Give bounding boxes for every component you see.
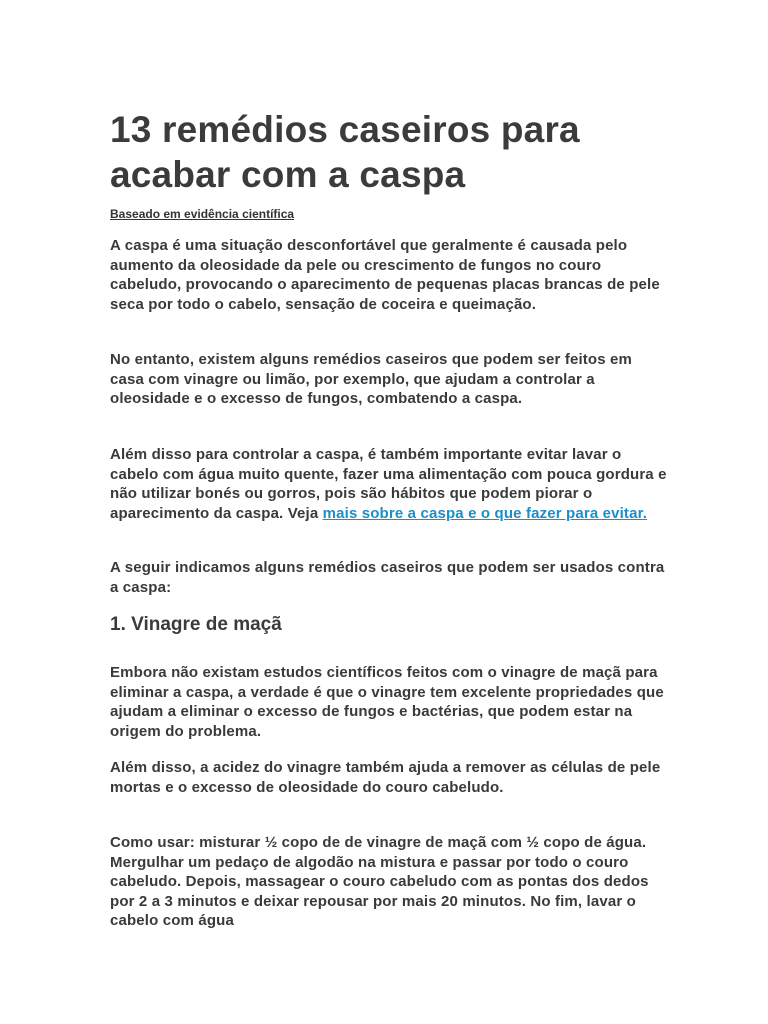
section1-how-to-use: Como usar: misturar ½ copo de de vinagre de maçã com ½ copo de água. Mergulhar um pedaço de algodão na mistura e passar por todo o couro cabeludo. Depois, massagear o couro cabeludo com as pontas dos dedos por 2 a 3 minutos e deixar repousar por mais 20 minutos. No fim, lavar o cabelo com água <box>110 834 649 929</box>
intro-paragraph-4: A seguir indicamos alguns remédios caseiros que podem ser usados contra a caspa: <box>110 559 665 596</box>
evidence-label: Baseado em evidência científica <box>110 207 295 221</box>
intro-paragraph-3-text: Além disso para controlar a caspa, é também importante evitar lavar o cabelo com água muito quente, fazer uma alimentação com pouca gordura e não utilizar bonés ou gorros, pois são hábitos que podem piorar o aparecimento da caspa. Veja <box>110 446 667 522</box>
section1-paragraph-2: Além disso, a acidez do vinagre também ajuda a remover as células de pele mortas e o excesso de oleosidade do couro cabeludo. <box>110 759 661 796</box>
intro-paragraph-2: No entanto, existem alguns remédios caseiros que podem ser feitos em casa com vinagre ou limão, por exemplo, que ajudam a controlar a oleosidade e o excesso de fungos, combatendo a caspa. <box>110 351 633 407</box>
intro-paragraph-3 <box>110 445 670 523</box>
dandruff-more-info-link[interactable]: mais sobre a caspa e o que fazer para evitar. <box>322 504 648 522</box>
intro-paragraph-1: A caspa é uma situação desconfortável que geralmente é causada pelo aumento da oleosidade da pele ou crescimento de fungos no couro cabeludo, provocando o aparecimento de pequenas placas brancas de pele seca por todo o cabelo, sensação de coceira e queimação. <box>110 237 660 313</box>
section-heading-vinagre: 1. Vinagre de maçã <box>110 614 282 635</box>
article-title: 13 remédios caseiros para acabar com a caspa <box>110 109 580 195</box>
section1-paragraph-1: Embora não existam estudos científicos feitos com o vinagre de maçã para eliminar a caspa, a verdade é que o vinagre tem excelente propriedades que ajudam a eliminar o excesso de fungos e bactérias, que podem estar na origem do problema. <box>110 664 664 740</box>
